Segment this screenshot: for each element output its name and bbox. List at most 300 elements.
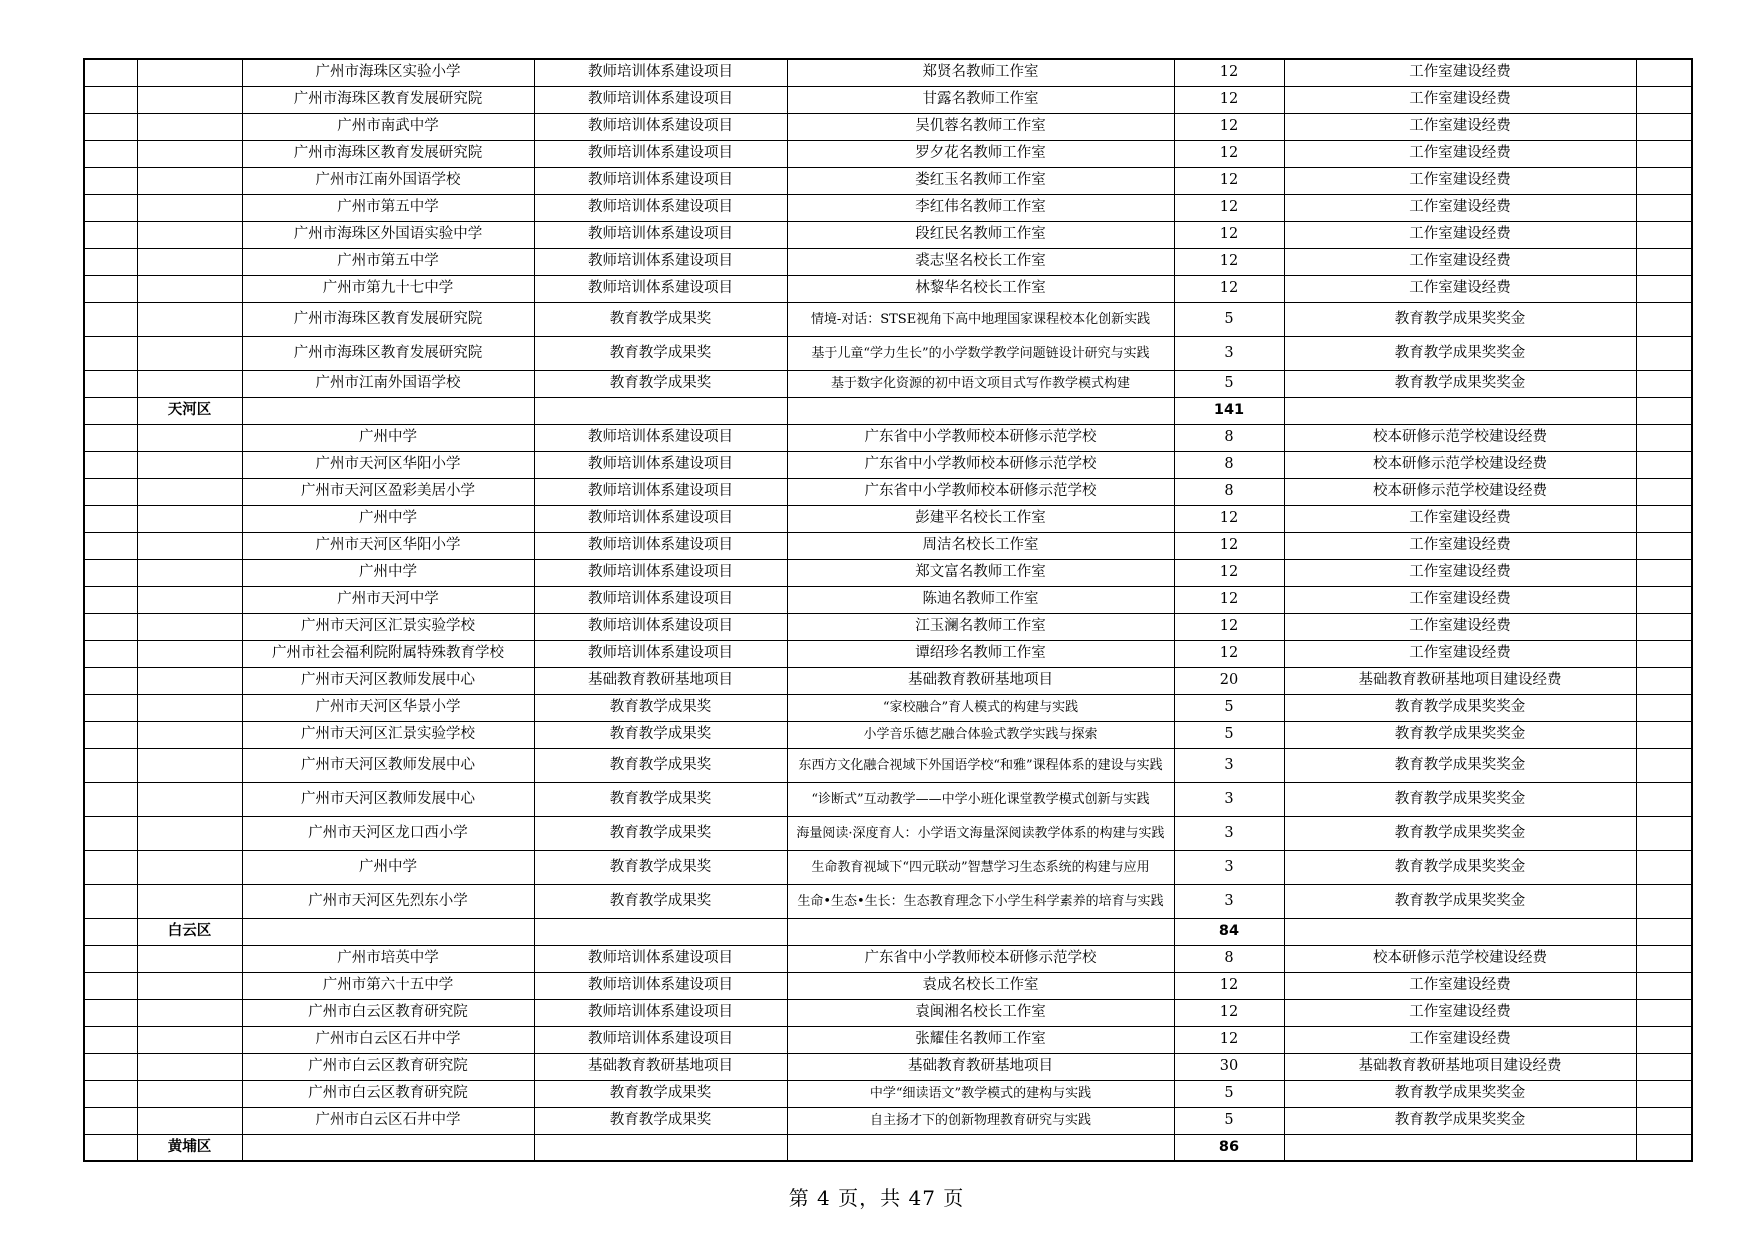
project-content: 陈迪名教师工作室 (787, 586, 1174, 613)
table-row (84, 302, 1692, 336)
project-type: 教师培训体系建设项目 (534, 275, 787, 302)
school-name: 广州市白云区教育研究院 (242, 999, 534, 1026)
table-row (84, 532, 1692, 559)
amount: 20 (1174, 667, 1284, 694)
amount: 12 (1174, 167, 1284, 194)
project-content: “家校融合”育人模式的构建与实践 (787, 694, 1174, 721)
amount: 12 (1174, 532, 1284, 559)
district-cell (137, 850, 242, 884)
note-cell (1636, 1107, 1692, 1134)
note-cell (1636, 613, 1692, 640)
district-subtotal-row (84, 918, 1692, 945)
table-row (84, 748, 1692, 782)
amount: 8 (1174, 424, 1284, 451)
index-cell (84, 424, 137, 451)
index-cell (84, 850, 137, 884)
school-name: 广州市天河区华景小学 (242, 694, 534, 721)
fund-use: 教育教学成果奖奖金 (1284, 748, 1636, 782)
table-row (84, 275, 1692, 302)
district-cell (137, 248, 242, 275)
amount: 5 (1174, 1080, 1284, 1107)
amount: 12 (1174, 1026, 1284, 1053)
table-row (84, 451, 1692, 478)
project-type: 教师培训体系建设项目 (534, 424, 787, 451)
fund-use: 工作室建设经费 (1284, 640, 1636, 667)
amount: 12 (1174, 275, 1284, 302)
project-type: 教师培训体系建设项目 (534, 559, 787, 586)
fund-use: 工作室建设经费 (1284, 140, 1636, 167)
table-row (84, 221, 1692, 248)
fund-use: 教育教学成果奖奖金 (1284, 816, 1636, 850)
project-type: 基础教育教研基地项目 (534, 1053, 787, 1080)
index-cell (84, 1107, 137, 1134)
table-row (84, 694, 1692, 721)
district-cell (137, 86, 242, 113)
index-cell (84, 370, 137, 397)
index-cell (84, 221, 137, 248)
project-content: 广东省中小学教师校本研修示范学校 (787, 478, 1174, 505)
amount: 3 (1174, 336, 1284, 370)
table-row (84, 505, 1692, 532)
index-cell (84, 559, 137, 586)
project-content: 娄红玉名教师工作室 (787, 167, 1174, 194)
project-type: 教师培训体系建设项目 (534, 1026, 787, 1053)
index-cell (84, 1134, 137, 1161)
project-type: 教育教学成果奖 (534, 884, 787, 918)
fund-use: 基础教育教研基地项目建设经费 (1284, 667, 1636, 694)
fund-use: 工作室建设经费 (1284, 275, 1636, 302)
note-cell (1636, 248, 1692, 275)
school-name: 广州市第九十七中学 (242, 275, 534, 302)
note-cell (1636, 884, 1692, 918)
district-cell (137, 559, 242, 586)
index-cell (84, 1080, 137, 1107)
project-type: 教育教学成果奖 (534, 721, 787, 748)
school-name: 广州市天河区华阳小学 (242, 451, 534, 478)
fund-use: 工作室建设经费 (1284, 113, 1636, 140)
note-cell (1636, 424, 1692, 451)
amount: 12 (1174, 248, 1284, 275)
district-cell (137, 424, 242, 451)
note-cell (1636, 336, 1692, 370)
fund-use: 工作室建设经费 (1284, 613, 1636, 640)
district-cell (137, 302, 242, 336)
fund-use: 工作室建设经费 (1284, 586, 1636, 613)
project-type: 教育教学成果奖 (534, 1080, 787, 1107)
index-cell (84, 275, 137, 302)
fund-use: 工作室建设经费 (1284, 86, 1636, 113)
district-cell (137, 782, 242, 816)
project-type: 教师培训体系建设项目 (534, 451, 787, 478)
project-content: 中学“细读语文”教学模式的建构与实践 (787, 1080, 1174, 1107)
amount: 12 (1174, 505, 1284, 532)
project-content: “诊断式”互动教学——中学小班化课堂教学模式创新与实践 (787, 782, 1174, 816)
table-row (84, 86, 1692, 113)
note-cell (1636, 694, 1692, 721)
project-cell (534, 1134, 787, 1161)
table-row (84, 721, 1692, 748)
project-type: 教育教学成果奖 (534, 782, 787, 816)
project-type: 教师培训体系建设项目 (534, 221, 787, 248)
project-content: 小学音乐德艺融合体验式教学实践与探索 (787, 721, 1174, 748)
project-content: 谭绍珍名教师工作室 (787, 640, 1174, 667)
index-cell (84, 302, 137, 336)
amount: 12 (1174, 559, 1284, 586)
district-cell (137, 884, 242, 918)
project-content: 段红民名教师工作室 (787, 221, 1174, 248)
project-type: 教师培训体系建设项目 (534, 59, 787, 86)
school-name: 广州中学 (242, 559, 534, 586)
project-content: 彭建平名校长工作室 (787, 505, 1174, 532)
project-type: 教师培训体系建设项目 (534, 194, 787, 221)
district-name: 黄埔区 (137, 1134, 242, 1161)
index-cell (84, 748, 137, 782)
school-name: 广州市第五中学 (242, 194, 534, 221)
district-cell (137, 59, 242, 86)
district-cell (137, 194, 242, 221)
note-cell (1636, 1053, 1692, 1080)
fund-use: 校本研修示范学校建设经费 (1284, 451, 1636, 478)
amount: 12 (1174, 140, 1284, 167)
district-cell (137, 275, 242, 302)
table-row (84, 850, 1692, 884)
table-row (84, 884, 1692, 918)
project-type: 教师培训体系建设项目 (534, 640, 787, 667)
fund-use: 基础教育教研基地项目建设经费 (1284, 1053, 1636, 1080)
table-row (84, 1107, 1692, 1134)
table-row (84, 667, 1692, 694)
project-content: 张耀佳名教师工作室 (787, 1026, 1174, 1053)
project-content: 罗夕花名教师工作室 (787, 140, 1174, 167)
index-cell (84, 640, 137, 667)
index-cell (84, 721, 137, 748)
fund-use: 工作室建设经费 (1284, 194, 1636, 221)
project-type: 教育教学成果奖 (534, 850, 787, 884)
note-cell (1636, 86, 1692, 113)
index-cell (84, 194, 137, 221)
amount: 5 (1174, 370, 1284, 397)
school-name: 广州市海珠区教育发展研究院 (242, 302, 534, 336)
district-amount: 141 (1174, 397, 1284, 424)
fund-use: 校本研修示范学校建设经费 (1284, 945, 1636, 972)
amount: 8 (1174, 478, 1284, 505)
district-cell (137, 816, 242, 850)
note-cell (1636, 918, 1692, 945)
district-cell (137, 1107, 242, 1134)
index-cell (84, 505, 137, 532)
index-cell (84, 59, 137, 86)
project-content: 袁闽湘名校长工作室 (787, 999, 1174, 1026)
index-cell (84, 113, 137, 140)
district-cell (137, 1080, 242, 1107)
project-cell (534, 397, 787, 424)
table-row (84, 613, 1692, 640)
table-row (84, 782, 1692, 816)
index-cell (84, 884, 137, 918)
amount: 3 (1174, 850, 1284, 884)
table-row (84, 999, 1692, 1026)
project-cell (534, 918, 787, 945)
index-cell (84, 478, 137, 505)
amount: 3 (1174, 782, 1284, 816)
index-cell (84, 816, 137, 850)
school-name: 广州市江南外国语学校 (242, 167, 534, 194)
note-cell (1636, 586, 1692, 613)
project-type: 教师培训体系建设项目 (534, 167, 787, 194)
project-type: 教师培训体系建设项目 (534, 586, 787, 613)
school-name: 广州市海珠区教育发展研究院 (242, 336, 534, 370)
project-type: 教师培训体系建设项目 (534, 999, 787, 1026)
index-cell (84, 140, 137, 167)
district-cell (137, 1026, 242, 1053)
project-content: 广东省中小学教师校本研修示范学校 (787, 451, 1174, 478)
note-cell (1636, 1134, 1692, 1161)
allocation-table (83, 58, 1693, 1162)
note-cell (1636, 221, 1692, 248)
fund-use: 工作室建设经费 (1284, 59, 1636, 86)
project-type: 教育教学成果奖 (534, 816, 787, 850)
fund-use: 教育教学成果奖奖金 (1284, 370, 1636, 397)
note-cell (1636, 451, 1692, 478)
index-cell (84, 945, 137, 972)
index-cell (84, 972, 137, 999)
district-subtotal-row (84, 1134, 1692, 1161)
amount: 30 (1174, 1053, 1284, 1080)
project-content: 广东省中小学教师校本研修示范学校 (787, 945, 1174, 972)
project-type: 教师培训体系建设项目 (534, 613, 787, 640)
fund-use: 工作室建设经费 (1284, 559, 1636, 586)
fund-use: 工作室建设经费 (1284, 248, 1636, 275)
district-cell (137, 478, 242, 505)
fund-use: 工作室建设经费 (1284, 1026, 1636, 1053)
table-row (84, 1080, 1692, 1107)
school-name: 广州市海珠区外国语实验中学 (242, 221, 534, 248)
amount: 3 (1174, 816, 1284, 850)
project-content: 李红伟名教师工作室 (787, 194, 1174, 221)
school-name: 广州市天河区龙口西小学 (242, 816, 534, 850)
use-cell (1284, 918, 1636, 945)
district-cell (137, 451, 242, 478)
project-type: 教育教学成果奖 (534, 694, 787, 721)
school-name: 广州市社会福利院附属特殊教育学校 (242, 640, 534, 667)
project-content: 情境-对话：STSE视角下高中地理国家课程校本化创新实践 (787, 302, 1174, 336)
project-content: 郑文富名教师工作室 (787, 559, 1174, 586)
district-amount: 84 (1174, 918, 1284, 945)
project-type: 教育教学成果奖 (534, 748, 787, 782)
district-cell (137, 370, 242, 397)
district-cell (137, 972, 242, 999)
amount: 5 (1174, 1107, 1284, 1134)
project-content: 甘露名教师工作室 (787, 86, 1174, 113)
note-cell (1636, 194, 1692, 221)
index-cell (84, 613, 137, 640)
district-cell (137, 167, 242, 194)
school-cell (242, 1134, 534, 1161)
use-cell (1284, 397, 1636, 424)
page-footer: 第 4 页，共 47 页 (788, 1186, 965, 1210)
use-cell (1284, 1134, 1636, 1161)
fund-use: 工作室建设经费 (1284, 532, 1636, 559)
project-type: 教育教学成果奖 (534, 336, 787, 370)
amount: 5 (1174, 302, 1284, 336)
fund-use: 工作室建设经费 (1284, 505, 1636, 532)
district-cell (137, 336, 242, 370)
fund-use: 教育教学成果奖奖金 (1284, 884, 1636, 918)
note-cell (1636, 140, 1692, 167)
note-cell (1636, 816, 1692, 850)
project-content: 周洁名校长工作室 (787, 532, 1174, 559)
school-name: 广州市海珠区实验小学 (242, 59, 534, 86)
school-name: 广州市培英中学 (242, 945, 534, 972)
table-row (84, 816, 1692, 850)
content-cell (787, 1134, 1174, 1161)
table-row (84, 945, 1692, 972)
index-cell (84, 918, 137, 945)
index-cell (84, 336, 137, 370)
project-content: 基于数字化资源的初中语文项目式写作教学模式构建 (787, 370, 1174, 397)
amount: 12 (1174, 640, 1284, 667)
amount: 12 (1174, 613, 1284, 640)
district-cell (137, 586, 242, 613)
index-cell (84, 451, 137, 478)
project-content: 基础教育教研基地项目 (787, 667, 1174, 694)
fund-use: 教育教学成果奖奖金 (1284, 1107, 1636, 1134)
district-name: 白云区 (137, 918, 242, 945)
note-cell (1636, 113, 1692, 140)
note-cell (1636, 972, 1692, 999)
school-name: 广州市天河区汇景实验学校 (242, 613, 534, 640)
district-cell (137, 640, 242, 667)
school-name: 广州市第六十五中学 (242, 972, 534, 999)
district-amount: 86 (1174, 1134, 1284, 1161)
note-cell (1636, 748, 1692, 782)
school-cell (242, 397, 534, 424)
table-row (84, 972, 1692, 999)
index-cell (84, 86, 137, 113)
index-cell (84, 782, 137, 816)
district-cell (137, 721, 242, 748)
project-content: 生命教育视域下“四元联动”智慧学习生态系统的构建与应用 (787, 850, 1174, 884)
district-name: 天河区 (137, 397, 242, 424)
note-cell (1636, 782, 1692, 816)
index-cell (84, 667, 137, 694)
note-cell (1636, 478, 1692, 505)
project-type: 教师培训体系建设项目 (534, 86, 787, 113)
index-cell (84, 694, 137, 721)
school-name: 广州市天河区盈彩美居小学 (242, 478, 534, 505)
amount: 3 (1174, 884, 1284, 918)
fund-use: 校本研修示范学校建设经费 (1284, 478, 1636, 505)
school-name: 广州市第五中学 (242, 248, 534, 275)
district-cell (137, 667, 242, 694)
amount: 12 (1174, 972, 1284, 999)
school-name: 广州市天河中学 (242, 586, 534, 613)
note-cell (1636, 667, 1692, 694)
index-cell (84, 586, 137, 613)
district-cell (137, 532, 242, 559)
school-name: 广州市天河区华阳小学 (242, 532, 534, 559)
amount: 12 (1174, 586, 1284, 613)
district-cell (137, 694, 242, 721)
school-name: 广州市天河区先烈东小学 (242, 884, 534, 918)
fund-use: 校本研修示范学校建设经费 (1284, 424, 1636, 451)
table-row (84, 370, 1692, 397)
amount: 3 (1174, 748, 1284, 782)
table-row (84, 640, 1692, 667)
project-type: 教师培训体系建设项目 (534, 478, 787, 505)
school-name: 广州市海珠区教育发展研究院 (242, 86, 534, 113)
school-name: 广州中学 (242, 850, 534, 884)
note-cell (1636, 397, 1692, 424)
district-cell (137, 113, 242, 140)
amount: 5 (1174, 721, 1284, 748)
table-row (84, 194, 1692, 221)
project-type: 教师培训体系建设项目 (534, 113, 787, 140)
district-subtotal-row (84, 397, 1692, 424)
school-name: 广州市白云区教育研究院 (242, 1080, 534, 1107)
project-type: 教师培训体系建设项目 (534, 945, 787, 972)
content-cell (787, 397, 1174, 424)
school-name: 广州市天河区教师发展中心 (242, 748, 534, 782)
note-cell (1636, 721, 1692, 748)
school-name: 广州市江南外国语学校 (242, 370, 534, 397)
amount: 12 (1174, 59, 1284, 86)
project-content: 裘志坚名校长工作室 (787, 248, 1174, 275)
note-cell (1636, 1080, 1692, 1107)
project-content: 广东省中小学教师校本研修示范学校 (787, 424, 1174, 451)
project-type: 教育教学成果奖 (534, 302, 787, 336)
project-content: 自主扬才下的创新物理教育研究与实践 (787, 1107, 1174, 1134)
amount: 12 (1174, 194, 1284, 221)
index-cell (84, 248, 137, 275)
content-cell (787, 918, 1174, 945)
note-cell (1636, 1026, 1692, 1053)
table-row (84, 1026, 1692, 1053)
amount: 5 (1174, 694, 1284, 721)
school-name: 广州市白云区石井中学 (242, 1107, 534, 1134)
project-content: 基于儿童“学力生长”的小学数学教学问题链设计研究与实践 (787, 336, 1174, 370)
amount: 12 (1174, 86, 1284, 113)
note-cell (1636, 945, 1692, 972)
fund-use: 工作室建设经费 (1284, 221, 1636, 248)
note-cell (1636, 850, 1692, 884)
district-cell (137, 748, 242, 782)
index-cell (84, 167, 137, 194)
note-cell (1636, 302, 1692, 336)
project-type: 基础教育教研基地项目 (534, 667, 787, 694)
table-row (84, 586, 1692, 613)
table-row (84, 140, 1692, 167)
school-name: 广州市海珠区教育发展研究院 (242, 140, 534, 167)
fund-use: 教育教学成果奖奖金 (1284, 782, 1636, 816)
district-cell (137, 999, 242, 1026)
amount: 8 (1174, 945, 1284, 972)
district-cell (137, 945, 242, 972)
table-row (84, 113, 1692, 140)
district-cell (137, 221, 242, 248)
project-type: 教师培训体系建设项目 (534, 972, 787, 999)
project-type: 教育教学成果奖 (534, 1107, 787, 1134)
index-cell (84, 532, 137, 559)
note-cell (1636, 370, 1692, 397)
fund-use: 教育教学成果奖奖金 (1284, 1080, 1636, 1107)
project-content: 袁成名校长工作室 (787, 972, 1174, 999)
note-cell (1636, 559, 1692, 586)
project-content: 生命•生态•生长：生态教育理念下小学生科学素养的培育与实践 (787, 884, 1174, 918)
school-name: 广州市天河区教师发展中心 (242, 667, 534, 694)
project-content: 东西方文化融合视域下外国语学校“和雅”课程体系的建设与实践 (787, 748, 1174, 782)
note-cell (1636, 59, 1692, 86)
